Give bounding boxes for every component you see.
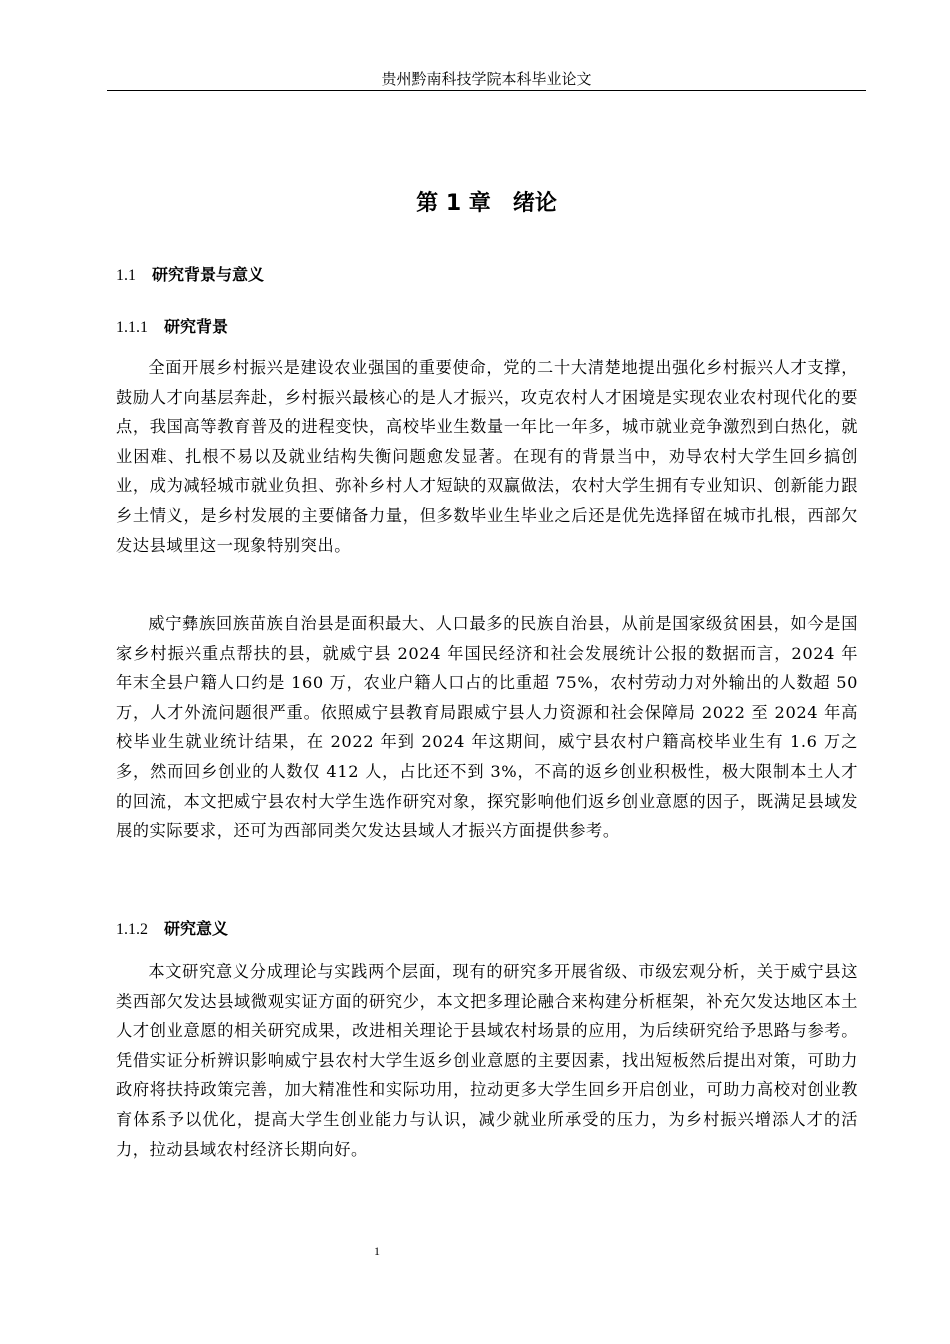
section-number: 1.1 [116, 267, 136, 284]
chapter-title [107, 188, 866, 220]
running-header: 贵州黔南科技学院本科毕业论文 [381, 70, 592, 88]
subsection-number: 1.1.1 [116, 319, 148, 336]
page-number: 1 [374, 1244, 380, 1258]
subsection-title: 研究意义 [164, 919, 229, 938]
chapter-number: 第 1 章 [416, 191, 491, 216]
paragraph-background-2: 威宁彝族回族苗族自治县是面积最大、人口最多的民族自治县，从前是国家级贫困县，如今是国家乡村振兴重点帮扶的县，就威宁县 2024 年国民经济和社会发展统计公报的数据而言，2024 年年末全县户籍人口约是 160 万，农业户籍人口占的比重超 75%，农村劳动力对外输出的人数超 50 万，人才外流问题很严重。依照威宁县教育局跟威宁县人力资源和社会保障局 2022 至 2024 年高校毕业生就业统计结果，在 2022 年到 2024 年这期间，威宁县农村户籍高校毕业生有 1.6 万之多，然而回乡创业的人数仅 412 人，占比还不到 3%，不高的返乡创业积极性，极大限制本土人才的回流，本文把威宁县农村大学生选作研究对象，探究影响他们返乡创业意愿的因子，既满足县域发展的实际要求，还可为西部同类欠发达县域人才振兴方面提供参考。 [116, 614, 858, 841]
paragraph-significance: 本文研究意义分成理论与实践两个层面，现有的研究多开展省级、市级宏观分析，关于威宁县这类西部欠发达县域微观实证方面的研究少，本文把多理论融合来构建分析框架，补充欠发达地区本土人才创业意愿的相关研究成果，改进相关理论于县域农村场景的应用，为后续研究给予思路与参考。凭借实证分析辨识影响威宁县农村大学生返乡创业意愿的主要因素，找出短板然后提出对策，可助力政府将扶持政策完善，加大精准性和实际功用，拉动更多大学生回乡开启创业，可助力高校对创业教育体系予以优化，提高大学生创业能力与认识，减少就业所承受的压力，为乡村振兴增添人才的活力，拉动县域农村经济长期向好。 [116, 962, 858, 1159]
header-rule [107, 90, 866, 91]
subsection-title: 研究背景 [164, 317, 229, 336]
subsection-number: 1.1.2 [116, 921, 148, 938]
subsection-heading-1-1-1 [116, 316, 228, 339]
section-title: 研究背景与意义 [152, 265, 265, 284]
section-heading-1-1 [116, 264, 264, 287]
paragraph-background-1: 全面开展乡村振兴是建设农业强国的重要使命，党的二十大清楚地提出强化乡村振兴人才支撑，鼓励人才向基层奔赴，乡村振兴最核心的是人才振兴，攻克农村人才困境是实现农业农村现代化的要点，我国高等教育普及的进程变快，高校毕业生数量一年比一年多，城市就业竞争激烈到白热化，就业困难、扎根不易以及就业结构失衡问题愈发显著。在现有的背景当中，劝导农村大学生回乡搞创业，成为减轻城市就业负担、弥补乡村人才短缺的双赢做法，农村大学生拥有专业知识、创新能力跟乡土情义，是乡村发展的主要储备力量，但多数毕业生毕业之后还是优先选择留在城市扎根，西部欠发达县域里这一现象特别突出。 [116, 358, 858, 555]
chapter-name: 绪论 [512, 191, 557, 216]
subsection-heading-1-1-2 [116, 918, 228, 941]
